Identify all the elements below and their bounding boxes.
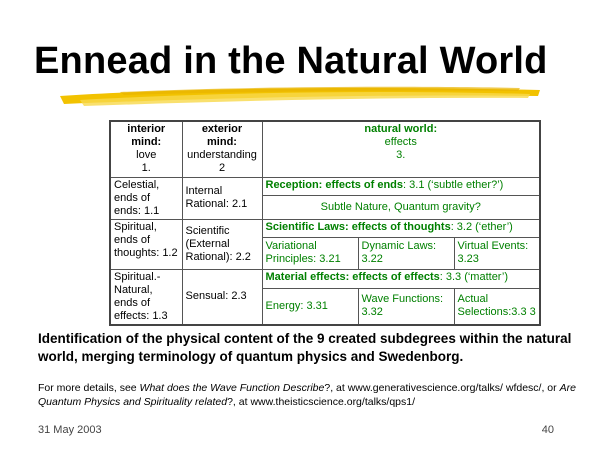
yellow-brush-swoosh bbox=[60, 82, 540, 112]
row1-subtle-nature: Subtle Nature, Quantum gravity? bbox=[262, 196, 540, 219]
talk-title-wave-function: What does the Wave Function Describe bbox=[139, 382, 325, 394]
more-details-note: For more details, see What does the Wave Function Describe?, at www.generativescience.org/talks/ wfdesc/, or Are Quantum Physics and Spirituality related?, at www.theisticscience.org/talks/qps1/ bbox=[38, 382, 576, 408]
slide-caption: Identification of the physical content of the 9 created subdegrees within the natural world, merging terminology of quantum physics and Swedenborg. bbox=[38, 331, 572, 364]
row3-cell-3-33: Actual Selections:3.3 3 bbox=[454, 288, 540, 324]
table-row bbox=[110, 219, 540, 237]
footer-date: 31 May 2003 bbox=[38, 424, 102, 436]
row3-heading: Material effects: effects of effects: 3.3 (‘matter’) bbox=[262, 269, 540, 288]
row2-exterior: Scientific (External Rational): 2.2 bbox=[182, 219, 262, 269]
table-row bbox=[110, 177, 540, 196]
ennead-table bbox=[109, 120, 541, 326]
row2-cell-3-21: Variational Principles: 3.21 bbox=[262, 237, 358, 269]
header-exterior: exterior mind: understanding 2 bbox=[182, 121, 262, 177]
table-header-row bbox=[110, 121, 540, 177]
row1-interior: Celestial, ends of ends: 1.1 bbox=[110, 177, 182, 219]
footer-page-number: 40 bbox=[541, 424, 554, 436]
row1-heading: Reception: effects of ends: 3.1 (‘subtle ether?’) bbox=[262, 177, 540, 196]
row2-cell-3-23: Virtual Events: 3.23 bbox=[454, 237, 540, 269]
row3-cell-3-31: Energy: 3.31 bbox=[262, 288, 358, 324]
header-interior: interior mind: love 1. bbox=[110, 121, 182, 177]
row1-exterior: Internal Rational: 2.1 bbox=[182, 177, 262, 219]
talk-title-quantum-spirituality: Are Quantum Physics and Spirituality related bbox=[38, 382, 576, 408]
row2-interior: Spiritual, ends of thoughts: 1.2 bbox=[110, 219, 182, 269]
header-natural-world: natural world: effects 3. bbox=[262, 121, 540, 177]
row3-exterior: Sensual: 2.3 bbox=[182, 269, 262, 325]
row3-interior: Spiritual.- Natural, ends of effects: 1.3 bbox=[110, 269, 182, 325]
row3-cell-3-32: Wave Functions: 3.32 bbox=[358, 288, 454, 324]
table-row bbox=[110, 269, 540, 288]
row2-cell-3-22: Dynamic Laws: 3.22 bbox=[358, 237, 454, 269]
row2-heading: Scientific Laws: effects of thoughts: 3.2 (‘ether’) bbox=[262, 219, 540, 237]
slide-title: Ennead in the Natural World bbox=[34, 40, 548, 82]
